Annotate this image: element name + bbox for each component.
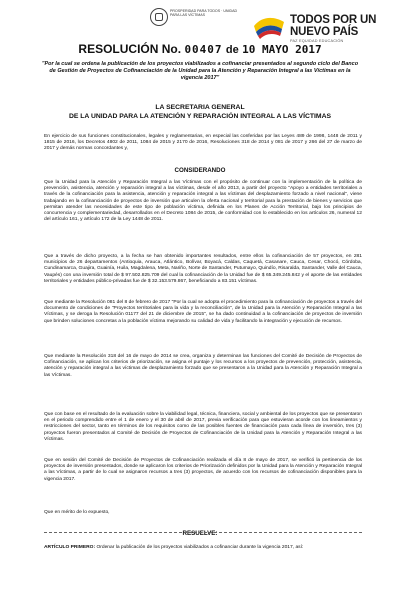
article-one-label: ARTÍCULO PRIMERO: bbox=[44, 545, 96, 550]
paragraph-resolution-081: Que mediante la Resolución 081 del 8 de febrero de 2017 "Por la cual se adopta el procedimiento para la cofinanciación de proyectos a través del documento de condiciones de "Proyectos territoriales para la vida y la reconciliación", de la Unidad para la Atención y Reparación Integral a las Víctimas, y se deroga la Resolución 01177 del 21 de diciembre de 2015", se ha dado continuidad a la cofinanciación de proyectos de inversión que brinden soluciones concretas a la población víctima mejorando su calidad de vida y facilitando la integración y ejecución de recursos. bbox=[44, 300, 362, 324]
page-header bbox=[0, 6, 400, 44]
article-one bbox=[44, 545, 362, 551]
coat-of-arms-icon bbox=[150, 8, 168, 26]
resuelve-heading: RESUELVE: bbox=[182, 530, 218, 537]
paragraph-merit: Que en mérito de lo expuesto, bbox=[44, 510, 110, 515]
resolution-date: 10 MAYO 2017 bbox=[242, 43, 322, 56]
section-divider bbox=[44, 532, 362, 533]
resolution-number: 00407 bbox=[184, 43, 223, 56]
slogan-line-2: NUEVO PAÍS bbox=[290, 26, 359, 38]
resolution-de: de bbox=[225, 44, 239, 56]
paragraph-program: Que la Unidad para la Atención y Reparación Integral a las Víctimas con el propósito de continuar con la implementación de la política de prevención, asistencia, atención y reparación integral a las víctimas, desde el año 2013, a partir del proyecto "Apoyo a entidades territoriales a través de la cofinanciación para la asistencia, atención y reparación integral a las víctimas del desplazamiento forzado a nivel nacional", viene trabajando en la cofinanciación de proyectos de inversión que articulen la oferta nacional y territorial para la prestación de bienes y servicios que permitan atender las necesidades de este tipo de población víctima, definida en los Planes de Acción Territorial, bajo los principios de concurrencia y complementariedad, desarrollados en el Decreto 1084 de 2015, de conformidad con lo establecido en los artículos 26, numeral 12 del artículo 161, y artículo 172 de la Ley 1448 de 2011. bbox=[44, 180, 362, 223]
slogan-line-1: TODOS POR UN bbox=[290, 14, 377, 26]
resolution-label: RESOLUCIÓN No. bbox=[78, 42, 182, 56]
considerando-heading: CONSIDERANDO bbox=[174, 167, 226, 174]
paragraph-evaluation: Que con base en el resultado de la evaluación sobre la viabilidad legal, técnica, financiera, social y ambiental de los proyectos que se presentaron en el periodo comprendido entre el 1 de enero y el 30 de abril de 2017, previa verificación para que estuvieran acorde con los lineamientos y restricciones del sector, tanto en términos de los requisitos como de las posibles fuentes de financiación para cada línea de inversión, tres (3) proyectos fueron presentados al Comité de Decisión de Proyectos de Cofinanciación de la Unidad para la Atención y Reparación Integral a las Víctimas. bbox=[44, 412, 362, 442]
issuer-title: LA SECRETARIA GENERAL bbox=[155, 104, 245, 111]
slogan-line-3: PAZ EQUIDAD EDUCACIÓN bbox=[290, 39, 344, 43]
colombia-flag-logo-icon bbox=[252, 12, 286, 42]
paragraph-resolution-318: Que mediante la Resolución 318 del 16 de mayo de 2014 se crea, organiza y determinan las funciones del Comité de Decisión de Proyectos de Cofinanciación, se aplican los criterios de priorización, se asigna el puntaje y los recursos a los proyectos de prevención, protección, asistencia, atención y reparación integral a las víctimas de desplazamiento forzado que se presentaron a la Unidad para la Atención y Reparación Integral a las Víctimas. bbox=[44, 354, 362, 378]
paragraph-results: Que a través de dicho proyecto, a la fecha se han obtenido importantes resultados, entre ellos la cofinanciación de 57 proyectos, en 281 municipios de 26 departamentos (Antioquia, Arauca, Atlántico, Bolívar, Boyacá, Caldas, Caquetá, Casanare, Cauca, Cesar, Chocó, Córdoba, Cundinamarca, Guajira, Guainía, Huila, Magdalena, Meta, Nariño, Norte de Santander, Putumayo, Quindío, Risaralda, Santander, Valle del Cauca, Vaupés) con una inversión total de $ 97.502.825.709 del cual la cofinanciación de la Unidad fue de $ 65.349.245.842 y el aporte de las entidades territoriales y entidades público-privadas fue de $ 32.153.579.867, beneficiando a 83.151 víctimas. bbox=[44, 254, 362, 284]
agency-logo: PROSPERIDAD PARA TODOS · UNIDAD PARA LAS VÍCTIMAS bbox=[170, 9, 238, 18]
resolution-subject: "Por la cual se ordena la publicación de los proyectos viabilizados a cofinanciar presentados al segundo ciclo del Banco de Gestión de Proyectos de Cofinanciación de la Unidad para la Atención y Reparación Integral a las Víctimas en la vigencia 2017" bbox=[41, 61, 359, 81]
intro-paragraph: En ejercicio de sus funciones constitucionales, legales y reglamentarias, en especial las conferidas por las Leyes 489 de 1998, 1448 de 2011 y 1815 de 2016, los Decretos 4802 de 2011, 1084 de 2015 y 2170 de 2016, Resoluciones 318 de 2014 y 081 de 2017 y 266 del 27 de marzo de 2017 y demás normas concordantes y, bbox=[44, 134, 362, 152]
resolution-title bbox=[0, 42, 400, 56]
government-slogan bbox=[290, 14, 398, 44]
paragraph-committee-session: Que en sesión del Comité de Decisión de Proyectos de Cofinanciación realizada el día 8 de mayo de 2017, se verificó la pertinencia de los proyectos de inversión presentados, donde se aplicaron los criterios de Priorización definidos por la Unidad para la Atención y Reparación Integral a las Víctimas, a partir de lo cual se asignaron recursos a tres (3) proyectos, de acuerdo con los recursos de cofinanciación disponibles para la vigencia 2017. bbox=[44, 458, 362, 482]
issuer-entity: DE LA UNIDAD PARA LA ATENCIÓN Y REPARACIÓN INTEGRAL A LAS VÍCTIMAS bbox=[68, 113, 332, 120]
article-one-text: Ordenar la publicación de los proyectos viabilizados a cofinanciar durante la vigencia 2017, así: bbox=[96, 545, 304, 550]
